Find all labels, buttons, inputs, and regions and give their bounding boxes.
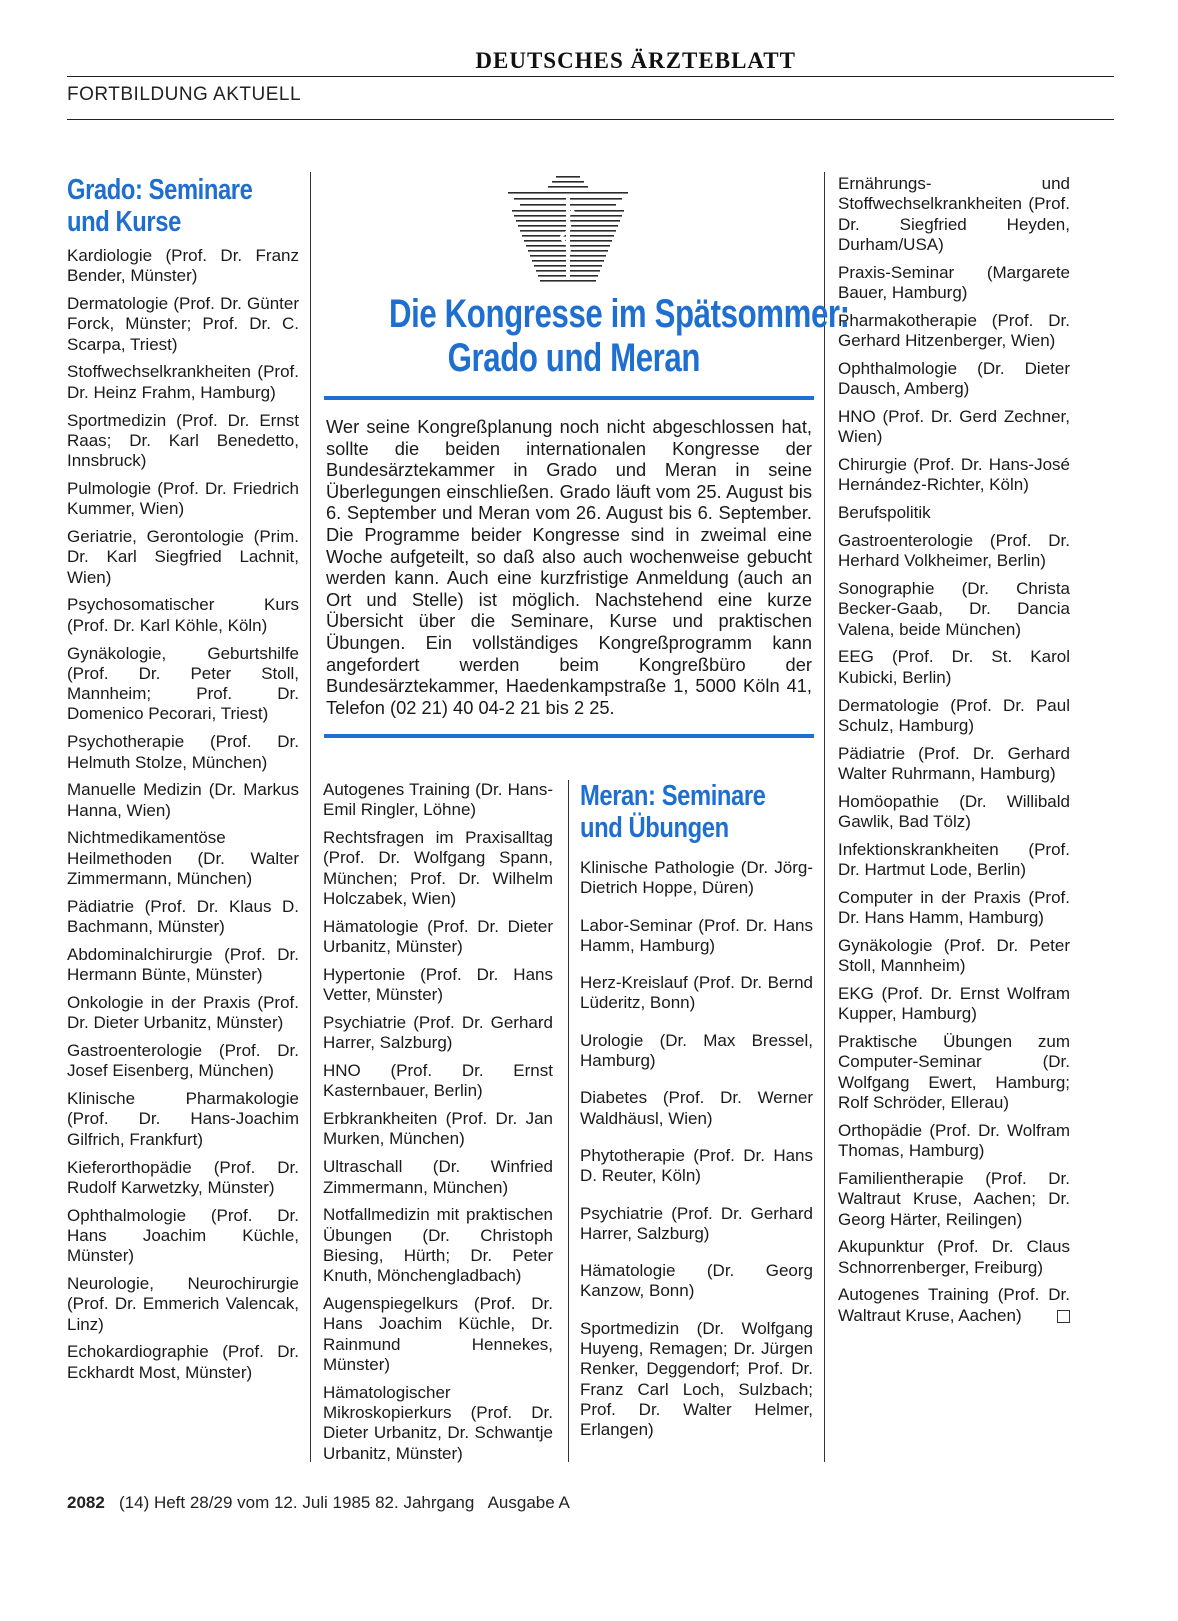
end-of-article-icon	[1057, 1310, 1070, 1323]
list-item: Kieferorthopädie (Prof. Dr. Rudolf Karwetzky, Münster)	[67, 1157, 299, 1197]
meran-list	[580, 858, 813, 1441]
page-footer	[67, 1493, 570, 1513]
list-item: Pharmakotherapie (Prof. Dr. Gerhard Hitzenberger, Wien)	[838, 310, 1070, 351]
list-item: Phytotherapie (Prof. Dr. Hans D. Reuter, Köln)	[580, 1145, 813, 1186]
list-item: Dermatologie (Prof. Dr. Paul Schulz, Hamburg)	[838, 695, 1070, 735]
edition: Ausgabe A	[487, 1493, 570, 1512]
list-item: Stoffwechselkrankheiten (Prof. Dr. Heinz Frahm, Hamburg)	[67, 362, 299, 402]
grado-continued-column	[323, 780, 553, 1471]
column-divider-2	[824, 172, 825, 1462]
list-item: Chirurgie (Prof. Dr. Hans-José Hernández-Richter, Köln)	[838, 455, 1070, 495]
list-item: Hämatologischer Mikroskopierkurs (Prof. Dr. Dieter Urbanitz, Dr. Schwantje Urbanitz, Münster)	[323, 1382, 553, 1463]
list-item: Manuelle Medizin (Dr. Markus Hanna, Wien)	[67, 780, 299, 820]
list-item: HNO (Prof. Dr. Ernst Kasternbauer, Berlin)	[323, 1061, 553, 1101]
list-item: Echokardiographie (Prof. Dr. Eckhardt Most, Münster)	[67, 1342, 299, 1382]
list-item: Rechtsfragen im Praxisalltag (Prof. Dr. Wolfgang Spann, München; Prof. Dr. Wilhelm Holczabek, Wien)	[323, 828, 553, 908]
list-item: Ultraschall (Dr. Winfried Zimmermann, München)	[323, 1157, 553, 1197]
meran-continued-column	[838, 174, 1070, 1334]
column-divider-1	[310, 172, 311, 1462]
list-item: Notfallmedizin mit praktischen Übungen (Dr. Christoph Biesing, Hürth; Dr. Peter Knuth, Mönchengladbach)	[323, 1205, 553, 1286]
list-item: Hämatologie (Dr. Georg Kanzow, Bonn)	[580, 1261, 813, 1301]
masthead	[67, 48, 1114, 77]
meran-column	[580, 780, 813, 1458]
list-item: Diabetes (Prof. Dr. Werner Waldhäusl, Wien)	[580, 1088, 813, 1128]
list-item: Neurologie, Neurochirurgie (Prof. Dr. Emmerich Valencak, Linz)	[67, 1274, 299, 1334]
grado-heading-line1: Grado: Seminare	[67, 174, 253, 206]
grado-heading	[67, 174, 297, 238]
list-item: Pädiatrie (Prof. Dr. Gerhard Walter Ruhrmann, Hamburg)	[838, 743, 1070, 783]
list-item: Klinische Pharmakologie (Prof. Dr. Hans-Joachim Gilfrich, Frankfurt)	[67, 1089, 299, 1149]
grado-heading-line2: und Kurse	[67, 206, 181, 238]
list-item: Gastroenterologie (Prof. Dr. Herhard Volkheimer, Berlin)	[838, 530, 1070, 571]
list-item: Akupunktur (Prof. Dr. Claus Schnorrenberger, Freiburg)	[838, 1237, 1070, 1277]
list-item: Psychosomatischer Kurs (Prof. Dr. Karl Köhle, Köln)	[67, 595, 299, 635]
list-item: Dermatologie (Prof. Dr. Günter Forck, Münster; Prof. Dr. C. Scarpa, Triest)	[67, 294, 299, 354]
grado-continued-list	[323, 780, 553, 1464]
grado-column	[67, 174, 299, 1391]
list-item: Ernährungs- und Stoffwechselkrankheiten (Prof. Dr. Siegfried Heyden, Durham/USA)	[838, 174, 1070, 254]
logo-graphic	[508, 174, 628, 286]
list-item: Infektionskrankheiten (Prof. Dr. Hartmut Lode, Berlin)	[838, 839, 1070, 880]
list-item: Onkologie in der Praxis (Prof. Dr. Dieter Urbanitz, Münster)	[67, 993, 299, 1033]
meran-heading-line2: und Übungen	[580, 812, 729, 844]
list-item: Ophthalmologie (Prof. Dr. Hans Joachim Küchle, Münster)	[67, 1205, 299, 1266]
list-item: Pulmologie (Prof. Dr. Friedrich Kummer, Wien)	[67, 478, 299, 519]
list-item: Augenspiegelkurs (Prof. Dr. Hans Joachim Küchle, Dr. Rainmund Hennekes, Münster)	[323, 1294, 553, 1374]
list-item: Abdominalchirurgie (Prof. Dr. Hermann Bünte, Münster)	[67, 944, 299, 985]
list-item: Computer in der Praxis (Prof. Dr. Hans Hamm, Hamburg)	[838, 887, 1070, 928]
list-item: Psychotherapie (Prof. Dr. Helmuth Stolze, München)	[67, 732, 299, 772]
grado-list	[67, 246, 299, 1383]
list-item: Gastroenterologie (Prof. Dr. Josef Eisenberg, München)	[67, 1041, 299, 1081]
list-item: Gynäkologie (Prof. Dr. Peter Stoll, Mannheim)	[838, 936, 1070, 976]
list-item: Orthopädie (Prof. Dr. Wolfram Thomas, Hamburg)	[838, 1120, 1070, 1161]
list-item: Ophthalmologie (Dr. Dieter Dausch, Amberg)	[838, 358, 1070, 399]
list-item: Praktische Übungen zum Computer-Seminar (Dr. Wolfgang Ewert, Hamburg; Rolf Schröder, Ellerau)	[838, 1032, 1070, 1113]
intro-text: Wer seine Kongreßplanung noch nicht abgeschlossen hat, sollte die beiden internationalen Kongresse der Bundesärztekammer in Grado und Meran in seine Überlegungen einschließen. Grado läuft vom 25. August bis 6. September und Meran vom 26. August bis 6. September. Die Programme beider Kongresse sind in zweimal eine Woche aufgeteilt, so daß also auch wochenweise gebucht werden kann. Auch eine kurzfristige Anmeldung (auch an Ort und Stelle) ist möglich. Nachstehend eine kurze Übersicht über die Seminare, Kurse und praktischen Übungen. Ein vollständiges Kongreßprogramm kann angefordert werden beim Kongreßbüro der Bundesärztekammer, Haedenkampstraße 1, 5000 Köln 41, Telefon (02 21) 40 04-2 21 bis 2 25.	[326, 416, 812, 718]
list-item: Autogenes Training (Dr. Hans-Emil Ringler, Löhne)	[323, 780, 553, 820]
list-item: Familientherapie (Prof. Dr. Waltraut Kruse, Aachen; Dr. Georg Härter, Reilingen)	[838, 1168, 1070, 1229]
meran-heading-line1: Meran: Seminare	[580, 780, 766, 812]
list-item: Erbkrankheiten (Prof. Dr. Jan Murken, München)	[323, 1109, 553, 1149]
column-divider-3	[568, 780, 569, 1462]
main-title	[324, 292, 850, 380]
list-item: Hämatologie (Prof. Dr. Dieter Urbanitz, Münster)	[323, 916, 553, 957]
list-item: EKG (Prof. Dr. Ernst Wolfram Kupper, Hamburg)	[838, 984, 1070, 1024]
list-item: Klinische Pathologie (Dr. Jörg-Dietrich Hoppe, Düren)	[580, 858, 813, 898]
section-bar	[67, 84, 1114, 120]
congress-logo-icon	[508, 174, 628, 286]
page-number: 2082	[67, 1493, 105, 1512]
list-item: Berufspolitik	[838, 503, 931, 523]
list-item: Nichtmedikamentöse Heilmethoden (Dr. Walter Zimmermann, München)	[67, 828, 299, 889]
list-item: Sportmedizin (Dr. Wolfgang Huyeng, Remagen; Dr. Jürgen Renker, Deggendorf; Prof. Dr. Franz Carl Loch, Sulzbach; Prof. Dr. Walter Helmer, Erlangen)	[580, 1318, 813, 1440]
list-item: Herz-Kreislauf (Prof. Dr. Bernd Lüderitz, Bonn)	[580, 973, 813, 1013]
section-label: FORTBILDUNG AKTUELL	[67, 84, 302, 105]
list-item: Gynäkologie, Geburtshilfe (Prof. Dr. Peter Stoll, Mannheim; Prof. Dr. Domenico Pecorari, Triest)	[67, 643, 299, 724]
intro-box	[324, 396, 814, 738]
list-item: Homöopathie (Dr. Willibald Gawlik, Bad Tölz)	[838, 791, 1070, 832]
meran-continued-list	[838, 174, 1070, 1326]
list-item: Kardiologie (Prof. Dr. Franz Bender, Münster)	[67, 246, 299, 286]
publication-title: DEUTSCHES ÄRZTEBLATT	[475, 48, 796, 73]
list-item: HNO (Prof. Dr. Gerd Zechner, Wien)	[838, 406, 1070, 447]
list-item: Pädiatrie (Prof. Dr. Klaus D. Bachmann, Münster)	[67, 896, 299, 937]
list-item: Labor-Seminar (Prof. Dr. Hans Hamm, Hamburg)	[580, 915, 813, 955]
list-item: Urologie (Dr. Max Bressel, Hamburg)	[580, 1030, 813, 1071]
meran-heading	[580, 780, 810, 844]
main-title-line2: Grado und Meran	[447, 336, 701, 380]
main-title-line1: Die Kongresse im Spätsommer:	[388, 292, 850, 336]
list-item: Psychiatrie (Prof. Dr. Gerhard Harrer, Salzburg)	[323, 1012, 553, 1053]
list-item: Psychiatrie (Prof. Dr. Gerhard Harrer, Salzburg)	[580, 1203, 813, 1243]
list-item: Sonographie (Dr. Christa Becker-Gaab, Dr. Dancia Valena, beide München)	[838, 579, 1070, 639]
list-item: Praxis-Seminar (Margarete Bauer, Hamburg)	[838, 262, 1070, 302]
list-item: Autogenes Training (Prof. Dr. Waltraut Kruse, Aachen)	[838, 1285, 1070, 1325]
issue-info: (14) Heft 28/29 vom 12. Juli 1985 82. Jahrgang	[119, 1493, 475, 1512]
list-item: Hypertonie (Prof. Dr. Hans Vetter, Münster)	[323, 964, 553, 1005]
list-item: Sportmedizin (Prof. Dr. Ernst Raas; Dr. Karl Benedetto, Innsbruck)	[67, 410, 299, 471]
list-item: Geriatrie, Gerontologie (Prim. Dr. Karl Siegfried Lachnit, Wien)	[67, 527, 299, 587]
list-item: EEG (Prof. Dr. St. Karol Kubicki, Berlin)	[838, 647, 1070, 687]
